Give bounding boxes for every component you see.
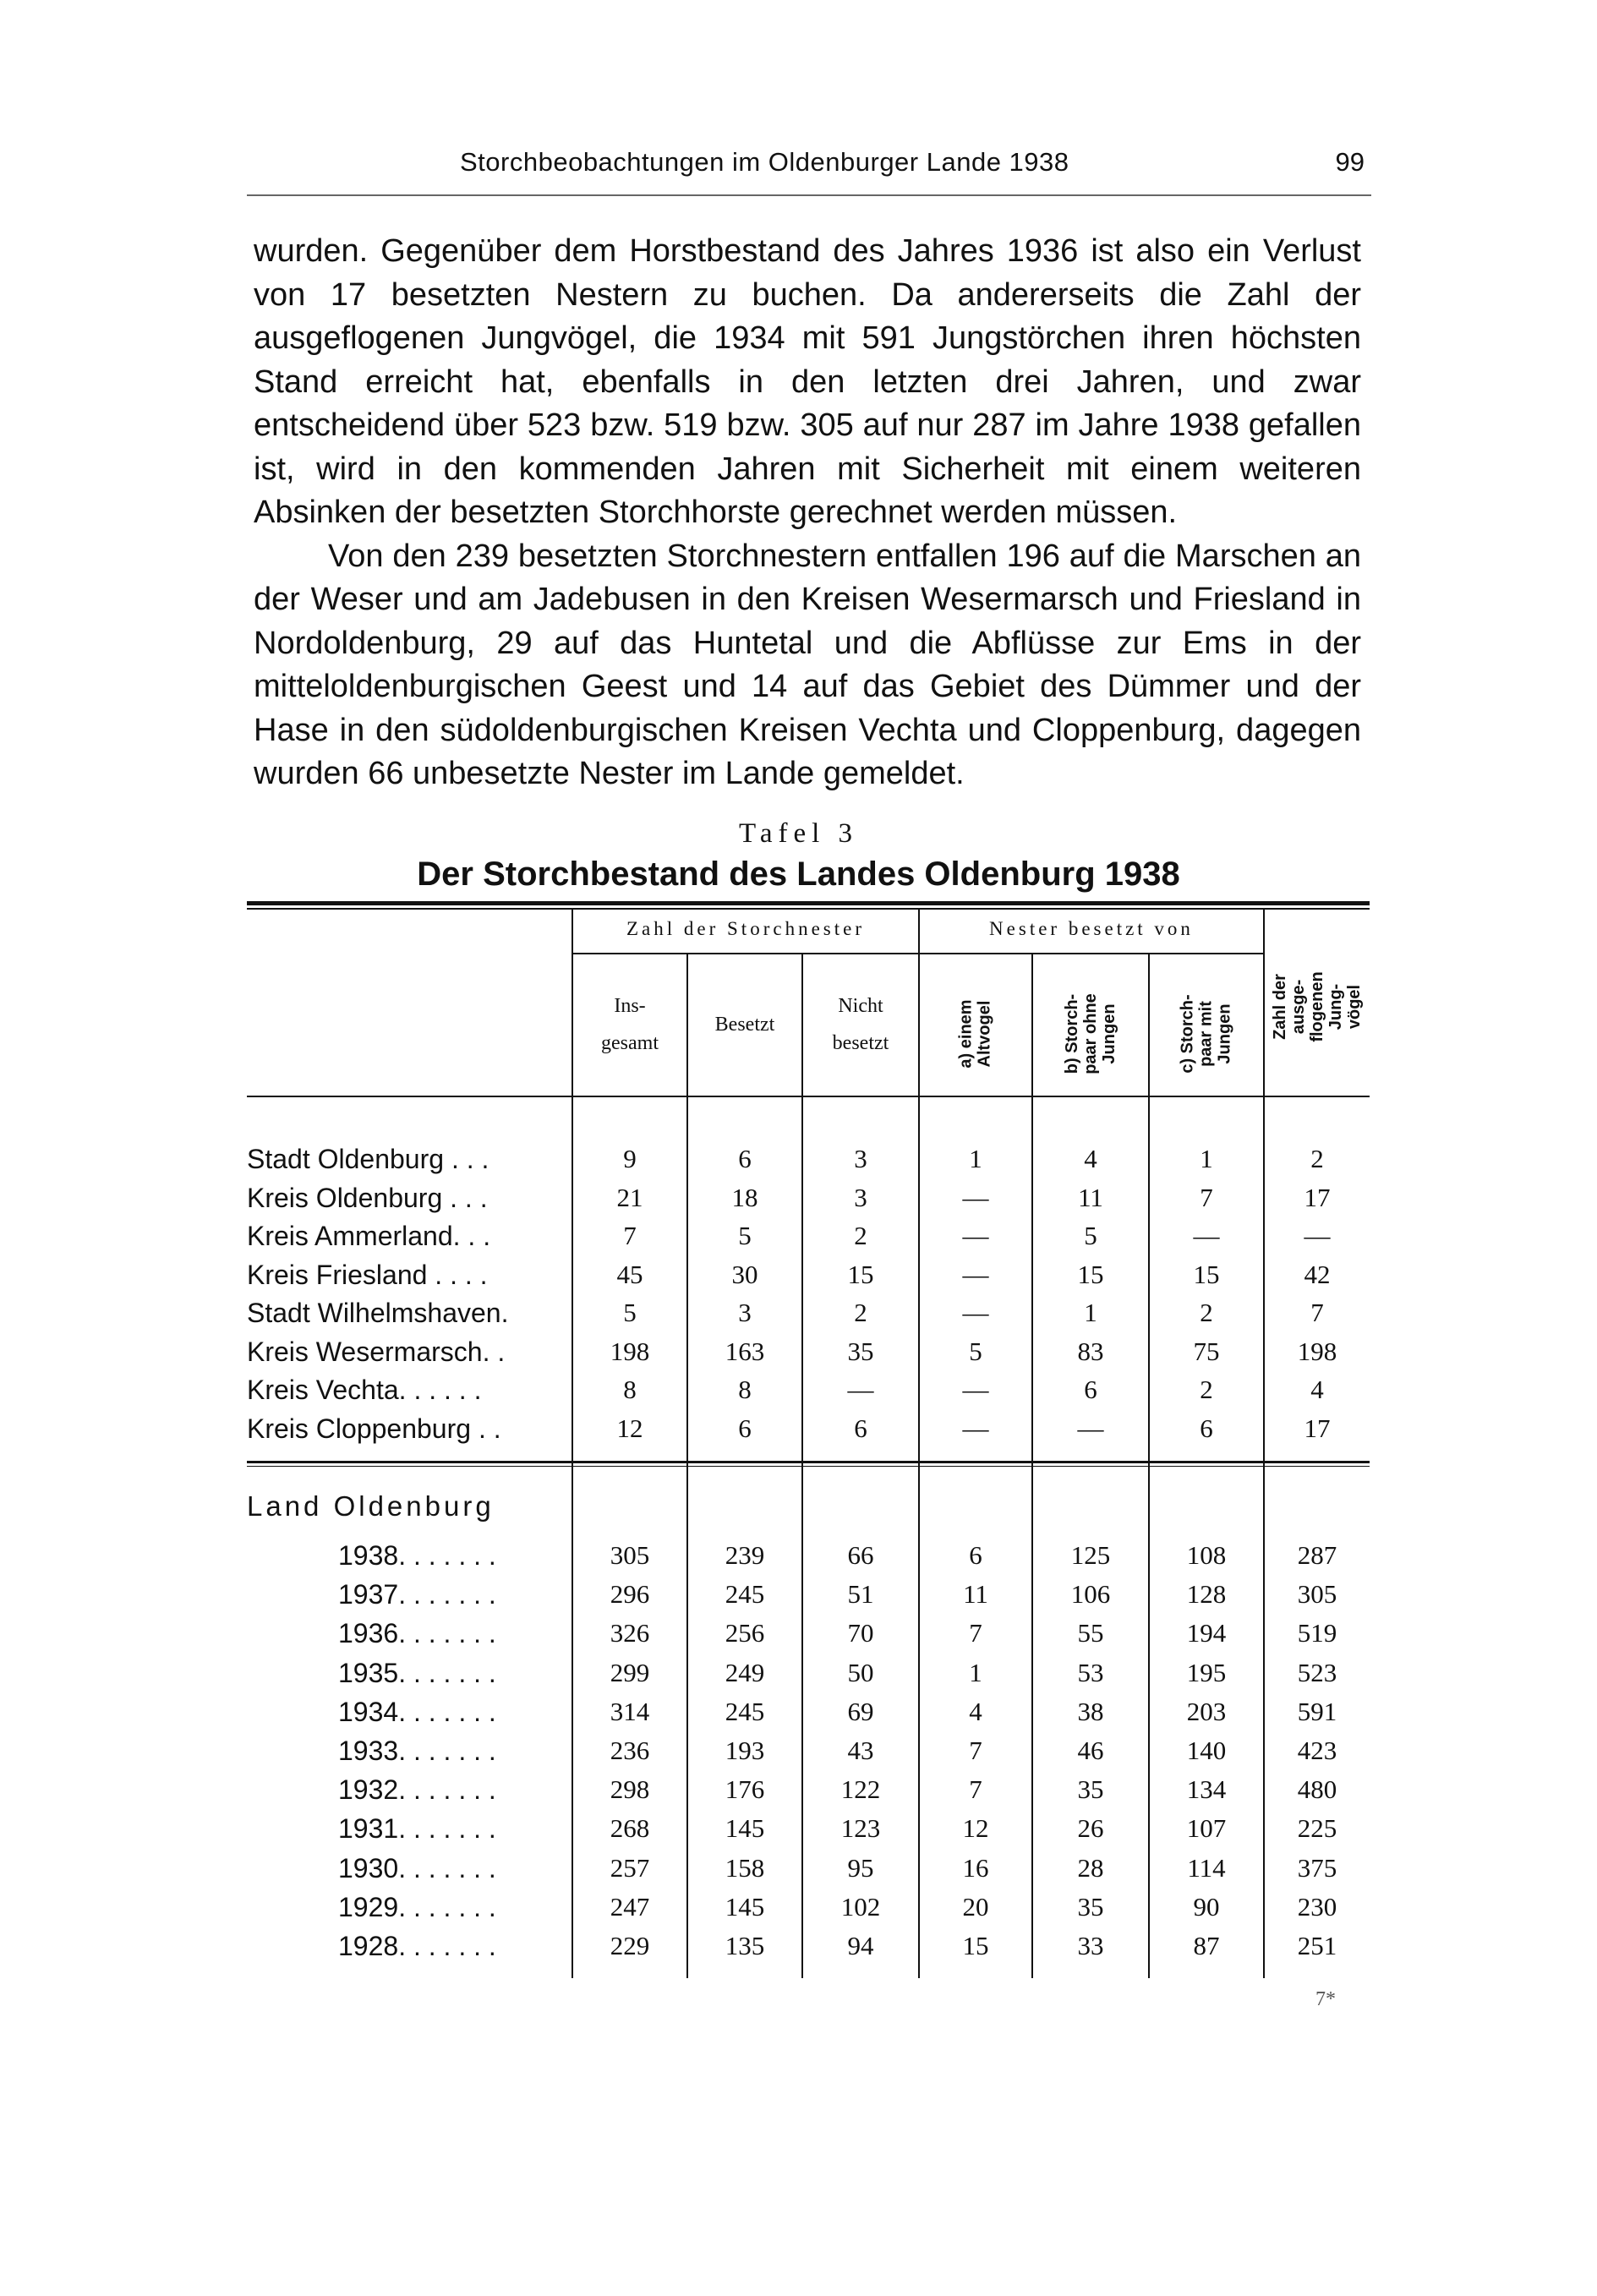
table-cell: 423 xyxy=(1297,1736,1337,1765)
table-cell: 6 xyxy=(1084,1375,1097,1404)
table-cell: 87 xyxy=(1193,1931,1220,1960)
table-cell: 17 xyxy=(1304,1182,1331,1212)
table-cell: 15 xyxy=(847,1259,874,1289)
table-cell: 239 xyxy=(725,1540,765,1570)
row-label: 1935. . . . . . . xyxy=(338,1657,496,1688)
table-cell: — xyxy=(1304,1221,1331,1250)
header-besetzt: Besetzt xyxy=(714,1014,775,1036)
table-cell: — xyxy=(962,1375,989,1404)
table-cell: 299 xyxy=(610,1657,650,1687)
table-cell: — xyxy=(962,1298,989,1327)
table-cell: 66 xyxy=(847,1540,874,1570)
table-cell: 12 xyxy=(962,1813,989,1844)
table-cell: 135 xyxy=(725,1931,765,1960)
table-cell: 95 xyxy=(847,1852,874,1883)
table-cell: 5 xyxy=(1084,1221,1097,1250)
table-cell: 107 xyxy=(1186,1813,1227,1844)
table-cell: 2 xyxy=(1200,1375,1213,1404)
header-bottom-rule xyxy=(247,1096,1370,1097)
table-cell: 247 xyxy=(610,1891,650,1922)
table-cell: 11 xyxy=(963,1579,988,1610)
table-cell: 7 xyxy=(1200,1182,1213,1212)
row-label: 1931. . . . . . . xyxy=(338,1813,496,1845)
table-cell: 5 xyxy=(738,1221,752,1250)
table-cell: 51 xyxy=(847,1579,874,1610)
table-cell: 30 xyxy=(731,1259,758,1289)
table-cell: 35 xyxy=(1077,1774,1104,1805)
table-cell: 2 xyxy=(1310,1144,1324,1173)
table-cell: 194 xyxy=(1186,1618,1227,1648)
table-cell: 296 xyxy=(610,1579,650,1610)
row-label: Kreis Cloppenburg . . xyxy=(247,1413,501,1444)
running-head xyxy=(247,144,1371,196)
table-cell: — xyxy=(962,1182,989,1212)
table-cell: 193 xyxy=(725,1736,765,1765)
header-einem-altvogel: a) einem Altvogel xyxy=(957,999,994,1069)
table-cell: 43 xyxy=(847,1736,874,1765)
table-cell: 5 xyxy=(623,1298,637,1327)
table-cell: 21 xyxy=(616,1182,643,1212)
table-cell: 134 xyxy=(1186,1774,1227,1805)
table-cell: 591 xyxy=(1297,1696,1337,1726)
table-cell: 38 xyxy=(1077,1696,1104,1726)
table-cell: 257 xyxy=(610,1852,650,1883)
table-cell: 35 xyxy=(847,1336,874,1366)
table-cell: 3 xyxy=(854,1182,867,1212)
table-cell: — xyxy=(1193,1221,1220,1250)
table-cell: 4 xyxy=(969,1696,982,1726)
table-cell: 140 xyxy=(1186,1736,1227,1765)
table-cell: — xyxy=(1077,1413,1104,1443)
table-cell: 6 xyxy=(738,1413,752,1443)
table-cell: 114 xyxy=(1187,1852,1226,1883)
section-divider-rule xyxy=(247,1461,1370,1463)
header-storchpaar-mit-jungen: c) Storch- paar mit Jungen xyxy=(1179,994,1234,1074)
table-cell: 7 xyxy=(969,1618,982,1648)
table-top-rule-thin xyxy=(247,908,1370,910)
table-cell: 69 xyxy=(847,1696,874,1726)
paragraph-2: Von den 239 besetzten Storchnestern entfallen 196 auf die Marschen an der Weser und am Jadebusen in den Kreisen Wesermarsch und Friesland in Nordoldenburg, 29 auf das Huntetal und die Abflüsse zur Ems in der mitteloldenburgischen Geest und 14 auf das Gebiet des Dümmer und der Hase in den südoldenburgischen Kreisen Vechta und Cloppenburg, dagegen wurden 66 unbesetzte Nester im Lande gemeldet. xyxy=(254,538,1361,791)
table-cell: 35 xyxy=(1077,1891,1104,1922)
table-cell: 198 xyxy=(1297,1336,1337,1366)
table-cell: 122 xyxy=(840,1774,881,1805)
row-label: 1933. . . . . . . xyxy=(338,1736,496,1766)
table-cell: 11 xyxy=(1078,1182,1103,1212)
row-label: Stadt Oldenburg . . . xyxy=(247,1144,489,1174)
table-cell: 7 xyxy=(623,1221,637,1250)
row-label: 1928. . . . . . . xyxy=(338,1931,496,1961)
table-cell: 45 xyxy=(616,1259,643,1289)
table-cell: 8 xyxy=(738,1375,752,1404)
page-number: 99 xyxy=(1335,147,1365,177)
header-storchpaar-ohne-jungen: b) Storch- paar ohne Jungen xyxy=(1062,993,1118,1074)
table-cell: 268 xyxy=(610,1813,650,1844)
table-cell: 4 xyxy=(1310,1375,1324,1404)
header-zahl-der-storchnester: Zahl der Storchnester xyxy=(626,918,865,939)
table-cell: 198 xyxy=(610,1336,650,1366)
table-cell: 3 xyxy=(854,1144,867,1173)
table-cell: 9 xyxy=(623,1144,637,1173)
table-cell: 523 xyxy=(1297,1657,1337,1687)
table-cell: 256 xyxy=(725,1618,765,1648)
table-cell: 298 xyxy=(610,1774,650,1805)
table-cell: 249 xyxy=(725,1657,765,1687)
table-cell: 6 xyxy=(969,1540,982,1570)
header-nester-besetzt-von: Nester besetzt von xyxy=(989,918,1194,939)
row-label: 1936. . . . . . . xyxy=(338,1618,496,1649)
table-cell: 50 xyxy=(847,1657,874,1687)
table-cell: 90 xyxy=(1193,1891,1220,1922)
table-cell: 53 xyxy=(1077,1657,1104,1687)
table-cell: 163 xyxy=(725,1336,765,1366)
table-cell: 7 xyxy=(969,1774,982,1805)
table-cell: — xyxy=(962,1221,989,1250)
signature-mark: 7* xyxy=(1315,1988,1336,2010)
table-cell: 176 xyxy=(725,1774,765,1805)
table-cell: 17 xyxy=(1304,1413,1331,1443)
table-title: Der Storchbestand des Landes Oldenburg 1938 xyxy=(417,856,1180,893)
table-cell: 1 xyxy=(969,1657,982,1687)
row-label: Stadt Wilhelmshaven. xyxy=(247,1298,509,1328)
table-label: Tafel 3 xyxy=(738,818,859,849)
land-oldenburg-label: Land Oldenburg xyxy=(247,1490,495,1522)
table-cell: 42 xyxy=(1304,1259,1331,1289)
row-label: 1932. . . . . . . xyxy=(338,1774,496,1806)
table-cell: 125 xyxy=(1070,1540,1111,1570)
table-cell: 46 xyxy=(1077,1736,1104,1765)
table-cell: 145 xyxy=(725,1891,765,1922)
row-label: Kreis Oldenburg . . . xyxy=(247,1182,488,1213)
table-cell: 251 xyxy=(1297,1931,1337,1960)
table-cell: 236 xyxy=(610,1736,650,1765)
header-nicht-besetzt: Nicht besetzt xyxy=(832,995,889,1054)
row-label: 1929. . . . . . . xyxy=(338,1891,496,1922)
table-cell: 7 xyxy=(1310,1298,1324,1327)
table-cell: 15 xyxy=(962,1931,989,1960)
table-cell: 305 xyxy=(1297,1579,1337,1610)
table-cell: 1 xyxy=(1084,1298,1097,1327)
table-cell: 375 xyxy=(1297,1852,1337,1883)
section-divider-rule-2 xyxy=(247,1466,1370,1467)
table-cell: 15 xyxy=(1077,1259,1104,1289)
row-label: Kreis Ammerland. . . xyxy=(247,1221,491,1251)
table-cell: 225 xyxy=(1297,1813,1337,1844)
table-cell: 3 xyxy=(738,1298,752,1327)
table-cell: 28 xyxy=(1077,1852,1104,1883)
body-text xyxy=(254,230,1361,796)
table-cell: 94 xyxy=(847,1931,874,1960)
row-label: Kreis Vechta. . . . . . xyxy=(247,1375,482,1405)
table-cell: 314 xyxy=(610,1696,650,1726)
table-cell: 5 xyxy=(969,1336,982,1366)
table-cell: 2 xyxy=(1200,1298,1213,1327)
table-cell: 12 xyxy=(616,1413,643,1443)
table-cell: 18 xyxy=(731,1182,758,1212)
row-label: 1937. . . . . . . xyxy=(338,1579,496,1610)
table-cell: 2 xyxy=(854,1298,867,1327)
table-cell: 1 xyxy=(969,1144,982,1173)
table-cell: 70 xyxy=(847,1618,874,1648)
table-cell: 55 xyxy=(1077,1618,1104,1648)
table-cell: 75 xyxy=(1193,1336,1220,1366)
table-cell: 480 xyxy=(1297,1774,1337,1805)
table-cell: 26 xyxy=(1077,1813,1104,1844)
table-cell: 8 xyxy=(623,1375,637,1404)
table-cell: 6 xyxy=(1200,1413,1213,1443)
table-cell: — xyxy=(962,1259,989,1289)
row-label: Kreis Wesermarsch. . xyxy=(247,1336,506,1367)
table-cell: 519 xyxy=(1297,1618,1337,1648)
table-cell: 1 xyxy=(1200,1144,1213,1173)
table-cell: 305 xyxy=(610,1540,650,1570)
table-cell: 16 xyxy=(962,1852,989,1883)
table-cell: 287 xyxy=(1297,1540,1337,1570)
table-cell: 245 xyxy=(725,1696,765,1726)
table-cell: 128 xyxy=(1186,1579,1227,1610)
table-cell: 15 xyxy=(1193,1259,1220,1289)
table-cell: 245 xyxy=(725,1579,765,1610)
table-cell: 20 xyxy=(962,1891,989,1922)
table-cell: 230 xyxy=(1297,1891,1337,1922)
table-cell: 195 xyxy=(1186,1657,1227,1687)
table-cell: 106 xyxy=(1070,1579,1111,1610)
table-cell: 203 xyxy=(1186,1696,1227,1726)
row-label: 1938. . . . . . . xyxy=(338,1540,496,1571)
table-top-rule-thick xyxy=(247,901,1370,905)
header-insgesamt: Ins- gesamt xyxy=(601,995,659,1054)
table-cell: 102 xyxy=(840,1891,881,1922)
table-cell: 4 xyxy=(1084,1144,1097,1173)
table-cell: 326 xyxy=(610,1618,650,1648)
running-title: Storchbeobachtungen im Oldenburger Lande 1938 xyxy=(460,147,1069,177)
table-cell: 158 xyxy=(725,1852,765,1883)
paragraph-1: wurden. Gegenüber dem Horstbestand des Jahres 1936 ist also ein Verlust von 17 besetzten Nestern zu buchen. Da andererseits die Zahl der ausgeflogenen Jungvögel, die 1934 mit 591 Jungstörchen ihren höchsten Stand erreicht hat, ebenfalls in den letzten drei Jahren, und zwar entscheidend über 523 bzw. 519 bzw. 305 auf nur 287 im Jahre 1938 gefallen ist, wird in den kommenden Jahren mit Sicherheit mit einem weiteren Absinken der besetzten Storchhorste gerechnet werden müssen. xyxy=(254,233,1361,530)
table-cell: — xyxy=(847,1375,874,1404)
table-cell: 7 xyxy=(969,1736,982,1765)
table-cell: — xyxy=(962,1413,989,1443)
table-cell: 6 xyxy=(854,1413,867,1443)
table-cell: 108 xyxy=(1186,1540,1227,1570)
table-cell: 33 xyxy=(1077,1931,1104,1960)
table-cell: 145 xyxy=(725,1813,765,1844)
table-cell: 6 xyxy=(738,1144,752,1173)
row-label: 1934. . . . . . . xyxy=(338,1696,496,1727)
row-label: Kreis Friesland . . . . xyxy=(247,1259,488,1290)
table-cell: 229 xyxy=(610,1931,650,1960)
row-label: 1930. . . . . . . xyxy=(338,1852,496,1883)
header-ausgeflogene-jungvoegel: Zahl der ausge- flogenen Jung- vögel xyxy=(1271,971,1364,1042)
table-cell: 2 xyxy=(854,1221,867,1250)
table-cell: 83 xyxy=(1077,1336,1104,1366)
table-cell: 123 xyxy=(840,1813,881,1844)
